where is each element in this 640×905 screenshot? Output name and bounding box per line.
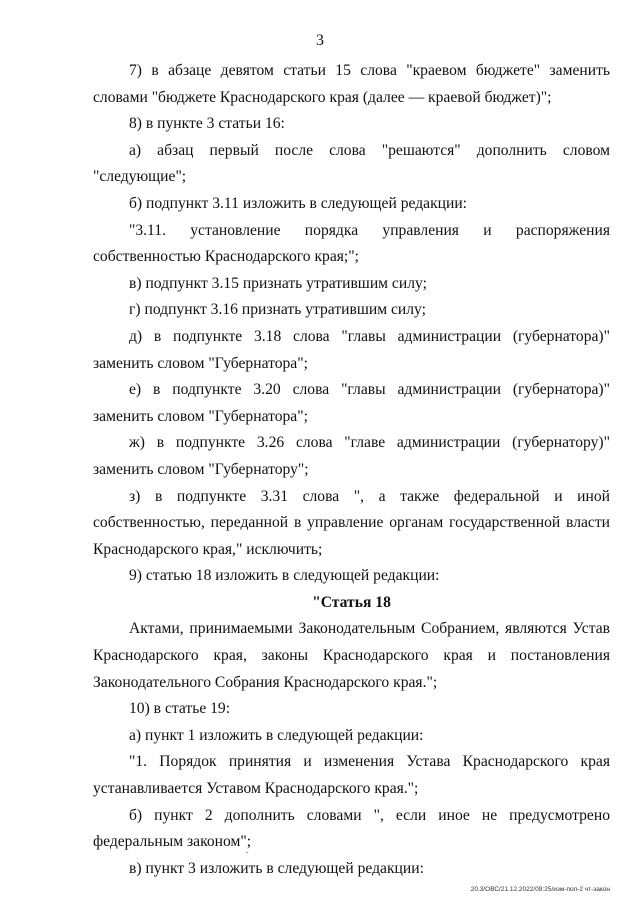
document-body xyxy=(93,58,610,882)
paragraph-subitem-a-2: а) пункт 1 изложить в следующей редакции: xyxy=(129,726,424,744)
paragraph-quote-3-11: "3.11. установление порядка управления и распоряжения собственностью Краснодарского края;"; xyxy=(93,221,610,266)
paragraph-subitem-v: в) подпункт 3.15 признать утратившим силу; xyxy=(129,274,427,292)
paragraph-subitem-d: д) в подпункте 3.18 слова "главы администрации (губернатора)" заменить словом "Губернатора"; xyxy=(93,327,610,372)
article-heading: "Статья 18 xyxy=(312,593,391,611)
paragraph-item-8: 8) в пункте 3 статьи 16: xyxy=(129,115,285,133)
paragraph-subitem-e: е) в подпункте 3.20 слова "главы администрации (губернатора)" заменить словом "Губернатора"; xyxy=(93,381,610,425)
paragraph-subitem-b: б) подпункт 3.11 изложить в следующей редакции: xyxy=(129,194,468,212)
paragraph-subitem-g: г) подпункт 3.16 признать утратившим силу; xyxy=(129,301,426,319)
paragraph-item-7: 7) в абзаце девятом статьи 15 слова "краевом бюджете" заменить словами "бюджете Краснодарского края (далее — краевой бюджет)"; xyxy=(93,62,610,106)
paragraph-subitem-z: з) в подпункте 3.31 слова ", а также федеральной и иной собственностью, переданной в управление органам государственной власти Краснодарского края," исключить; xyxy=(93,487,610,558)
paragraph-subitem-zh: ж) в подпункте 3.26 слова "главе администрации (губернатору)" заменить словом "Губернатору"; xyxy=(93,434,610,478)
page-number: 3 xyxy=(316,32,324,49)
paragraph-quote-1: "1. Порядок принятия и изменения Устава Краснодарского края устанавливается Уставом Краснодарского края."; xyxy=(93,753,610,798)
paragraph-item-9: 9) статью 18 изложить в следующей редакции: xyxy=(129,567,440,585)
document-code: 20.3/ОВС/21.12.2022/09:25/изм-поп-2 чт-закон xyxy=(470,886,610,893)
paragraph-subitem-b-2: б) пункт 2 дополнить словами ", если иное не предусмотрено федеральным законом"; xyxy=(93,806,610,851)
paragraph-article-18-text: Актами, принимаемыми Законодательным Собранием, являются Устав Краснодарского края, законы Краснодарского края и постановления Законодательного Собрания Краснодарского края."; xyxy=(93,620,610,691)
paragraph-subitem-a: а) абзац первый после слова "решаются" дополнить словом "следующие"; xyxy=(93,141,610,186)
paragraph-subitem-v-2: в) пункт 3 изложить в следующей редакции: xyxy=(129,859,424,877)
scan-speck xyxy=(246,852,248,853)
paragraph-item-10: 10) в статье 19: xyxy=(129,700,231,718)
